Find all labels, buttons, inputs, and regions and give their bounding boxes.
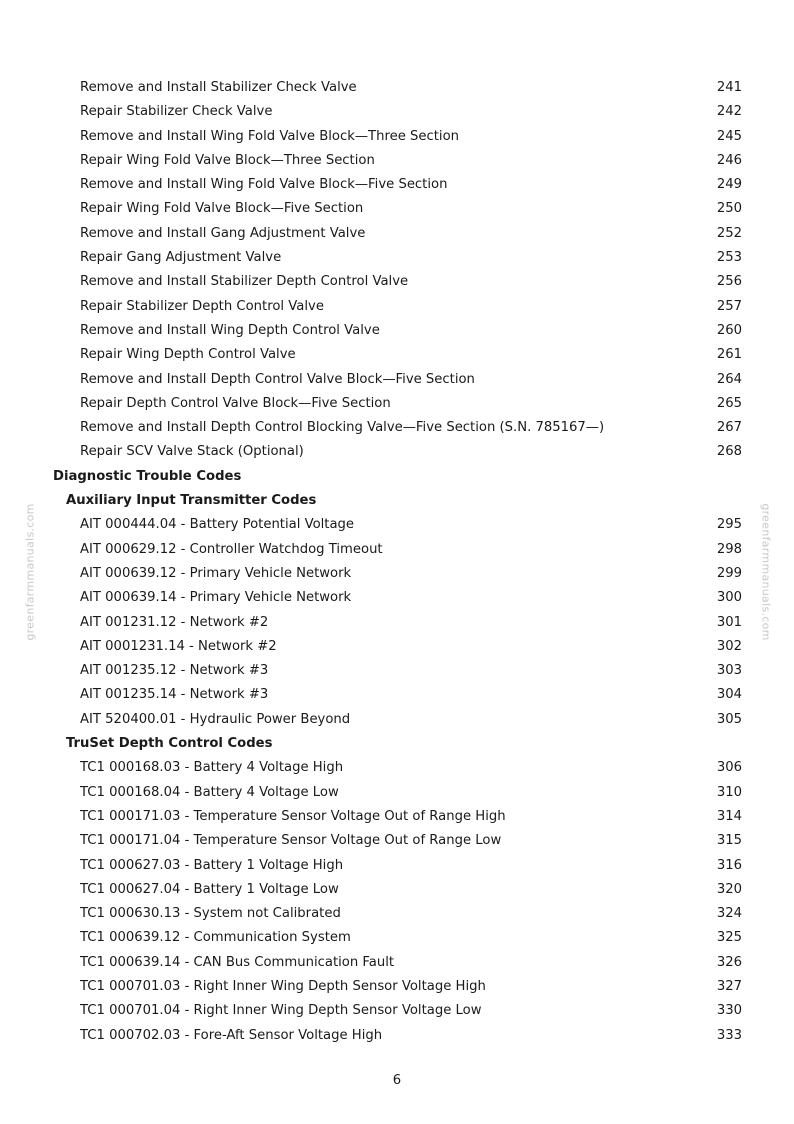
toc-entry-page-number: 264: [716, 371, 742, 387]
toc-entry-page-number: 316: [716, 857, 742, 873]
toc-entry[interactable]: [0, 975, 794, 999]
toc-entry[interactable]: [0, 999, 794, 1023]
toc-entry-title: TC1 000168.04 - Battery 4 Voltage Low: [80, 784, 339, 800]
toc-entry-page-number: 265: [716, 395, 742, 411]
toc-entry-title: Auxiliary Input Transmitter Codes: [66, 493, 317, 509]
toc-entry[interactable]: [0, 926, 794, 950]
toc-entry[interactable]: [0, 951, 794, 975]
toc-entry-title: Repair SCV Valve Stack (Optional): [80, 444, 304, 460]
toc-entry-title: TC1 000630.13 - System not Calibrated: [80, 906, 341, 922]
toc-entry[interactable]: [0, 829, 794, 853]
toc-entry-page-number: 303: [716, 663, 742, 679]
watermark-left: greenfarmmanuals.com: [23, 503, 37, 641]
toc-entry-page-number: 252: [716, 225, 742, 241]
toc-entry[interactable]: [0, 586, 794, 610]
toc-entry-title: TC1 000639.14 - CAN Bus Communication Fault: [80, 954, 395, 970]
toc-entry-title: AIT 001235.14 - Network #3: [80, 687, 269, 703]
toc-entry-title: Repair Stabilizer Check Valve: [80, 104, 273, 120]
watermark-right: greenfarmmanuals.com: [759, 503, 773, 641]
toc-entry[interactable]: [0, 416, 794, 440]
toc-entry-page-number: 314: [716, 808, 742, 824]
toc-entry-title: TC1 000168.03 - Battery 4 Voltage High: [80, 760, 344, 776]
toc-entry[interactable]: [0, 683, 794, 707]
toc-entry[interactable]: [0, 125, 794, 149]
toc-entry[interactable]: [0, 781, 794, 805]
toc-entry-page-number: 242: [716, 104, 742, 120]
toc-entry-page-number: 325: [716, 930, 742, 946]
toc-entry-title: Repair Wing Fold Valve Block—Three Section: [80, 152, 375, 168]
toc-entry[interactable]: [0, 222, 794, 246]
toc-section-heading[interactable]: [0, 732, 794, 756]
toc-entry-page-number: 330: [716, 1003, 742, 1019]
toc-entry[interactable]: [0, 902, 794, 926]
toc-entry-page-number: 257: [716, 298, 742, 314]
toc-entry-page-number: 260: [716, 322, 742, 338]
toc-entry-title: AIT 001231.12 - Network #2: [80, 614, 269, 630]
toc-entry-title: Diagnostic Trouble Codes: [53, 468, 242, 484]
toc-entry[interactable]: [0, 538, 794, 562]
toc-entry[interactable]: [0, 659, 794, 683]
toc-entry-title: Repair Gang Adjustment Valve: [80, 250, 282, 266]
toc-entry[interactable]: [0, 562, 794, 586]
toc-entry[interactable]: [0, 854, 794, 878]
toc-entry-title: TC1 000171.03 - Temperature Sensor Voltage Out of Range High: [80, 808, 506, 824]
toc-section-heading[interactable]: [0, 465, 794, 489]
toc-entry-title: Repair Wing Fold Valve Block—Five Section: [80, 201, 364, 217]
toc-entry-page-number: 305: [716, 711, 742, 727]
toc-entry-title: TC1 000639.12 - Communication System: [80, 930, 351, 946]
table-of-contents: [0, 76, 794, 1048]
toc-entry-title: AIT 000639.14 - Primary Vehicle Network: [80, 590, 352, 606]
toc-entry-page-number: 324: [716, 906, 742, 922]
toc-entry-page-number: 295: [716, 517, 742, 533]
toc-entry-page-number: 261: [716, 347, 742, 363]
toc-entry[interactable]: [0, 246, 794, 270]
toc-entry-title: TC1 000171.04 - Temperature Sensor Voltage Out of Range Low: [80, 833, 502, 849]
toc-entry-page-number: 267: [716, 420, 742, 436]
toc-entry[interactable]: [0, 1024, 794, 1048]
toc-entry-title: AIT 000444.04 - Battery Potential Voltage: [80, 517, 355, 533]
toc-entry-page-number: 320: [716, 881, 742, 897]
toc-entry-title: AIT 001235.12 - Network #3: [80, 663, 269, 679]
toc-entry-page-number: 302: [716, 638, 742, 654]
toc-entry[interactable]: [0, 708, 794, 732]
toc-entry-title: Repair Wing Depth Control Valve: [80, 347, 296, 363]
toc-entry-title: Remove and Install Wing Depth Control Valve: [80, 322, 380, 338]
toc-entry-title: Remove and Install Depth Control Valve Block—Five Section: [80, 371, 475, 387]
toc-entry-page-number: 301: [716, 614, 742, 630]
toc-entry-page-number: 300: [716, 590, 742, 606]
toc-entry-title: AIT 520400.01 - Hydraulic Power Beyond: [80, 711, 351, 727]
toc-entry-title: Remove and Install Gang Adjustment Valve: [80, 225, 366, 241]
toc-entry-page-number: 256: [716, 274, 742, 290]
toc-entry-page-number: 310: [716, 784, 742, 800]
toc-entry[interactable]: [0, 635, 794, 659]
toc-entry-page-number: 268: [716, 444, 742, 460]
toc-entry-title: TC1 000701.04 - Right Inner Wing Depth Sensor Voltage Low: [80, 1003, 482, 1019]
toc-entry-title: TC1 000702.03 - Fore-Aft Sensor Voltage High: [80, 1027, 383, 1043]
toc-entry-title: AIT 000629.12 - Controller Watchdog Timeout: [80, 541, 383, 557]
toc-entry-page-number: 298: [716, 541, 742, 557]
toc-entry[interactable]: [0, 149, 794, 173]
toc-entry-title: TC1 000627.03 - Battery 1 Voltage High: [80, 857, 344, 873]
toc-entry[interactable]: [0, 197, 794, 221]
toc-entry-page-number: 241: [716, 80, 742, 95]
toc-entry-title: Remove and Install Wing Fold Valve Block—Five Section: [80, 177, 448, 193]
toc-entry-page-number: 306: [716, 760, 742, 776]
toc-entry-title: Repair Depth Control Valve Block—Five Section: [80, 395, 391, 411]
toc-entry-title: AIT 0001231.14 - Network #2: [80, 638, 277, 654]
toc-entry-page-number: 299: [716, 565, 742, 581]
toc-entry-page-number: 315: [716, 833, 742, 849]
toc-entry[interactable]: [0, 270, 794, 294]
toc-entry-title: AIT 000639.12 - Primary Vehicle Network: [80, 565, 352, 581]
toc-entry[interactable]: [0, 611, 794, 635]
toc-entry[interactable]: [0, 440, 794, 464]
toc-entry-page-number: 245: [716, 128, 742, 144]
page-number: 6: [392, 1073, 402, 1088]
toc-entry-page-number: 304: [716, 687, 742, 703]
toc-entry[interactable]: [0, 392, 794, 416]
toc-entry[interactable]: [0, 100, 794, 124]
toc-entry-title: Remove and Install Stabilizer Depth Control Valve: [80, 274, 409, 290]
toc-entry-page-number: 333: [716, 1027, 742, 1043]
toc-entry[interactable]: [0, 513, 794, 537]
toc-entry-title: TC1 000701.03 - Right Inner Wing Depth Sensor Voltage High: [80, 978, 486, 994]
toc-entry-title: Remove and Install Wing Fold Valve Block—Three Section: [80, 128, 460, 144]
toc-entry[interactable]: [0, 76, 794, 100]
toc-entry-page-number: 249: [716, 177, 742, 193]
toc-entry-page-number: 246: [716, 152, 742, 168]
toc-entry[interactable]: [0, 878, 794, 902]
toc-entry[interactable]: [0, 343, 794, 367]
toc-entry[interactable]: [0, 368, 794, 392]
toc-entry-page-number: 326: [716, 954, 742, 970]
toc-entry-title: TC1 000627.04 - Battery 1 Voltage Low: [80, 881, 339, 897]
toc-entry[interactable]: [0, 173, 794, 197]
toc-entry-title: TruSet Depth Control Codes: [66, 736, 273, 752]
toc-entry-page-number: 327: [716, 978, 742, 994]
toc-entry-page-number: 253: [716, 250, 742, 266]
toc-section-heading[interactable]: [0, 489, 794, 513]
toc-entry-title: Repair Stabilizer Depth Control Valve: [80, 298, 324, 314]
toc-entry[interactable]: [0, 805, 794, 829]
toc-entry[interactable]: [0, 319, 794, 343]
toc-entry-title: Remove and Install Depth Control Blocking Valve—Five Section (S.N. 785167—): [80, 420, 605, 436]
toc-entry-title: Remove and Install Stabilizer Check Valve: [80, 80, 357, 95]
toc-entry[interactable]: [0, 756, 794, 780]
toc-entry-page-number: 250: [716, 201, 742, 217]
toc-entry[interactable]: [0, 295, 794, 319]
